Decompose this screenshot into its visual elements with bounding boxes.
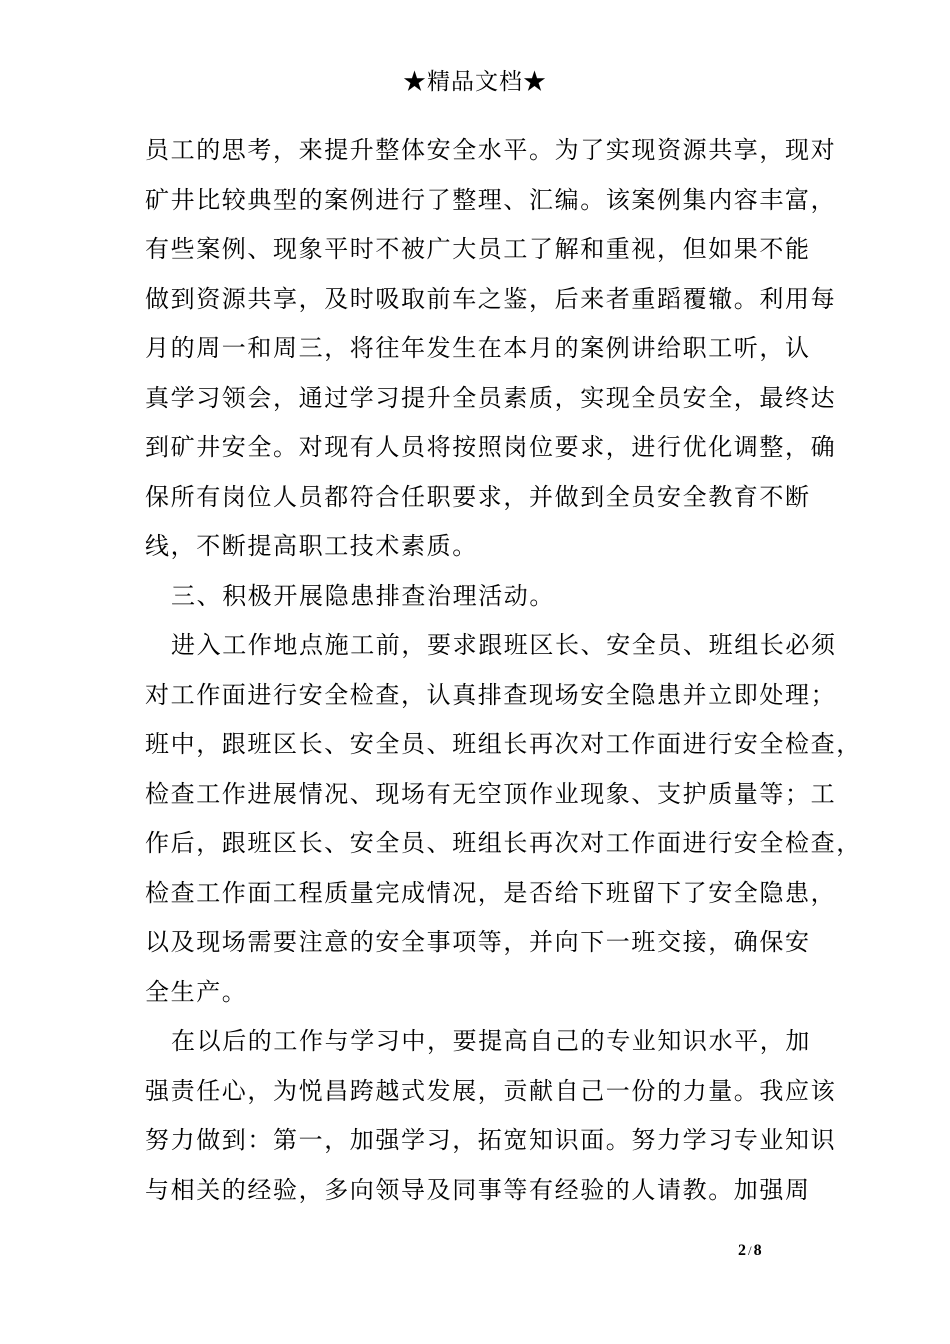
text-line: 努力做到：第一，加强学习，拓宽知识面。努力学习专业知识 bbox=[145, 1126, 837, 1154]
page-header-title: ★精品文档★ bbox=[403, 69, 547, 95]
text-line: 真学习领会，通过学习提升全员素质，实现全员安全，最终达 bbox=[145, 383, 837, 412]
document-body bbox=[145, 132, 862, 1221]
text-line: 矿井比较典型的案例进行了整理、汇编。该案例集内容丰富， bbox=[145, 185, 837, 214]
text-line: 保所有岗位人员都符合任职要求，并做到全员安全教育不断 bbox=[145, 482, 811, 511]
section-heading: 三、积极开展隐患排查治理活动。 bbox=[171, 581, 555, 610]
text-line: 到矿井安全。对现有人员将按照岗位要求，进行优化调整，确 bbox=[145, 433, 837, 461]
text-line: 检查工作进展情况、现场有无空顶作业现象、支护质量等；工 bbox=[145, 779, 837, 808]
text-line: 班中，跟班区长、安全员、班组长再次对工作面进行安全检查， bbox=[145, 730, 862, 758]
text-line: 有些案例、现象平时不被广大员工了解和重视，但如果不能 bbox=[145, 235, 811, 263]
text-line: 检查工作面工程质量完成情况，是否给下班留下了安全隐患， bbox=[145, 878, 837, 907]
total-pages: 8 bbox=[753, 1242, 762, 1259]
current-page: 2 bbox=[738, 1242, 746, 1259]
text-line: 作后，跟班区长、安全员、班组长再次对工作面进行安全检查， bbox=[145, 829, 862, 857]
text-line: 对工作面进行安全检查，认真排查现场安全隐患并立即处理； bbox=[145, 680, 837, 709]
text-line: 与相关的经验，多向领导及同事等有经验的人请教。加强周 bbox=[145, 1175, 811, 1204]
page-number bbox=[738, 1240, 762, 1262]
text-line: 强责任心，为悦昌跨越式发展，贡献自己一份的力量。我应该 bbox=[145, 1076, 837, 1105]
text-line: 做到资源共享，及时吸取前车之鉴，后来者重蹈覆辙。利用每 bbox=[145, 284, 837, 313]
text-line: 进入工作地点施工前，要求跟班区长、安全员、班组长必须 bbox=[171, 631, 837, 659]
page-separator: / bbox=[748, 1243, 752, 1258]
text-line: 线，不断提高职工技术素质。 bbox=[145, 532, 478, 560]
text-line: 全生产。 bbox=[145, 977, 248, 1006]
text-line: 月的周一和周三，将往年发生在本月的案例讲给职工听，认 bbox=[145, 334, 811, 362]
text-line: 以及现场需要注意的安全事项等，并向下一班交接，确保安 bbox=[145, 928, 811, 956]
text-line: 员工的思考，来提升整体安全水平。为了实现资源共享，现对 bbox=[145, 136, 837, 164]
text-line: 在以后的工作与学习中，要提高自己的专业知识水平，加 bbox=[171, 1027, 811, 1055]
